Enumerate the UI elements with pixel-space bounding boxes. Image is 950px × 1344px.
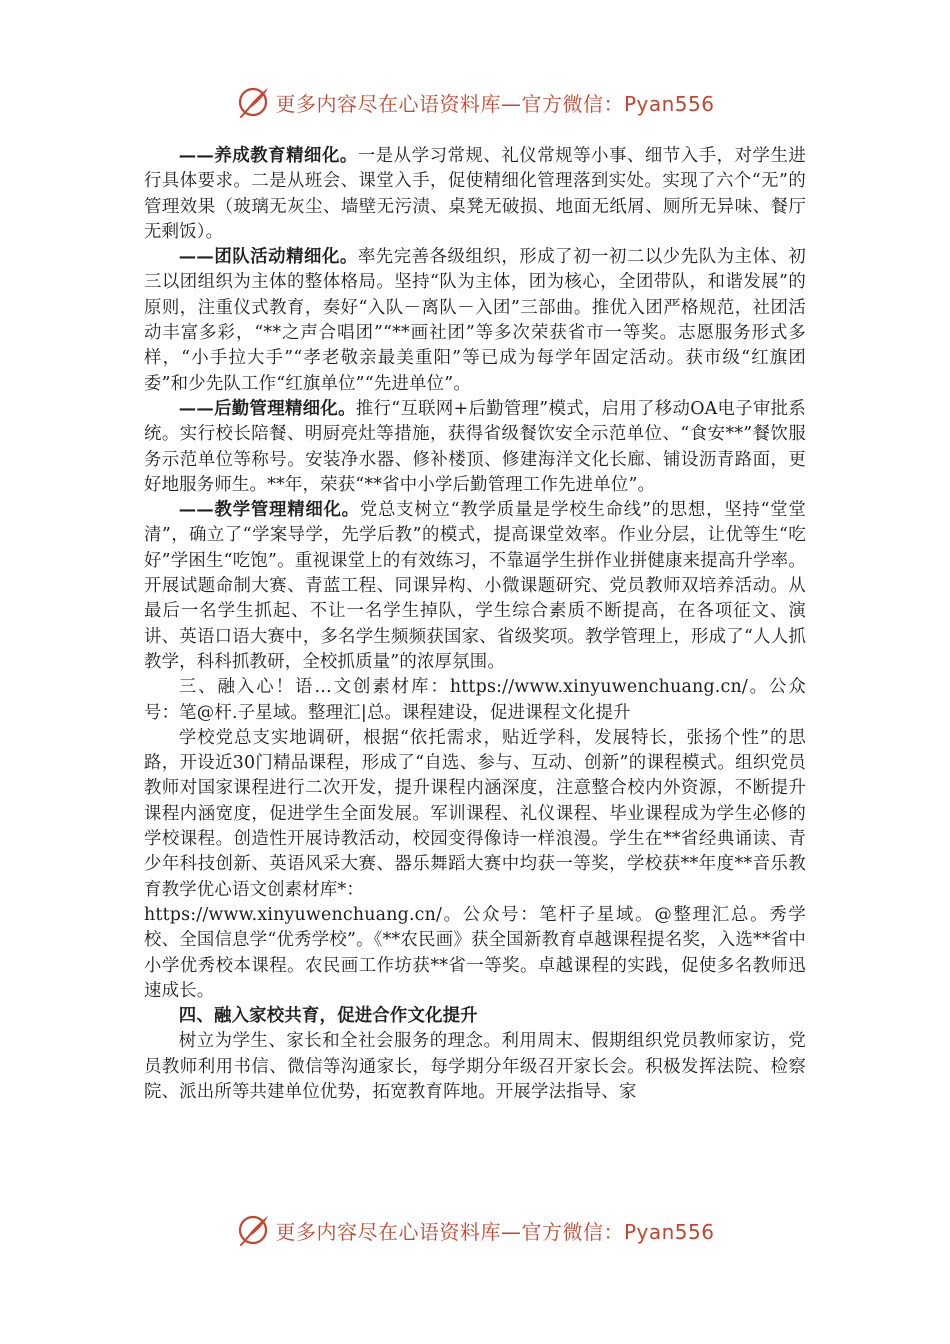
document-body [144,144,806,1105]
paragraph-curriculum [144,726,806,903]
header-banner [0,82,950,122]
feather-pen-logo-icon [235,1212,271,1248]
footer-banner [0,1210,950,1250]
paragraph-text: 一是从学习常规、礼仪常规等小事、细节入手，对学生进行具体要求。二是从班会、课堂入手，促使精细化管理落到实处。实现了六个“无”的管理效果（玻璃无灰尘、墙壁无污渍、桌凳无破损、地面无纸屑、厕所无异味、餐厅无剩饭）。 [144,146,806,242]
paragraph-home-school [144,1029,806,1105]
banner-text: 更多内容尽在心语资料库—官方微信：Pyan556 [275,91,715,116]
paragraph-teaching-management [144,498,806,675]
paragraph-section-four-heading [144,1004,806,1029]
section-heading: 四、融入家校共育，促进合作文化提升 [178,1006,478,1027]
paragraph-text: 党总支树立“教学质量是学校生命线”的思想，坚持“堂堂清”，确立了“学案导学，先学后教”的模式，提高课堂效率。作业分层，让优等生“吃好”学困生“吃饱”。重视课堂上的有效练习，不靠逼学生拼作业拼健康来提高升学率。开展试题命制大赛、青蓝工程、同课异构、小微课题研究、党员教师双培养活动。从最后一名学生抓起、不让一名学生掉队，学生综合素质不断提高，在各项征文、演讲、英语口语大赛中，多名学生频频获国家、省级奖项。教学管理上，形成了“人人抓教学，科科抓教研，全校抓质量”的浓厚氛围。 [144,500,806,672]
banner-text: 更多内容尽在心语资料库—官方微信：Pyan556 [275,1219,715,1244]
paragraph-text: 学校党总支实地调研，根据“依托需求，贴近学科，发展特长，张扬个性”的思路，开设近30门精品课程，形成了“自选、参与、互动、创新”的课程模式。组织党员教师对国家课程进行二次开发，提升课程内涵深度，注意整合校内外资源，不断提升课程内涵宽度，促进学生全面发展。军训课程、礼仪课程、毕业课程成为学生必修的学校课程。创造性开展诗教活动，校园变得像诗一样浪漫。学生在**省经典诵读、青少年科技创新、英语风采大赛、器乐舞蹈大赛中均获一等奖，学校获**年度**音乐教育教学优心语文创素材库*： [144,727,806,900]
section-heading: ——后勤管理精细化。 [178,398,356,419]
paragraph-habit-education [144,144,806,245]
paragraph-text: https://www.xinyuwenchuang.cn/。公众号：笔杆子星域。@整理汇总。秀学校、全国信息学“优秀学校”。《**农民画》获全国新教育卓越课程提名奖，入选**省中小学优秀校本课程。农民画工作坊获**省一等奖。卓越课程的实践，促使多名教师迅速成长。 [144,904,806,1001]
paragraph-section-three-heading [144,675,806,726]
section-heading: ——团队活动精细化。 [178,247,358,268]
paragraph-curriculum-continued [144,903,806,1004]
paragraph-logistics [144,397,806,498]
section-heading: ——教学管理精细化。 [178,500,360,521]
paragraph-text: 三、融入心！语…文创素材库：https://www.xinyuwenchuang.cn/。公众号：笔@杆.子星域。整理汇|总。课程建设，促进课程文化提升 [144,677,806,723]
paragraph-text: 率先完善各级组织，形成了初一初二以少先队为主体、初三以团组织为主体的整体格局。坚持“队为主体，团为核心，全团带队，和谐发展”的原则，注重仪式教育，奏好“入队－离队－入团”三部曲。推优入团严格规范，社团活动丰富多彩，“**之声合唱团”“**画社团”等多次荣获省市一等奖。志愿服务形式多样，“小手拉大手”“孝老敬亲最美重阳”等已成为每学年固定活动。获市级“红旗团委”和少先队工作“红旗单位”“先进单位”。 [144,247,806,394]
feather-pen-logo-icon [235,84,271,120]
paragraph-text: 推行“互联网+后勤管理”模式，启用了移动OA电子审批系统。实行校长陪餐、明厨亮灶等措施，获得省级餐饮安全示范单位、“食安**”餐饮服务示范单位等称号。安装净水器、修补楼顶、修建海洋文化长廊、铺设沥青路面，更好地服务师生。**年，荣获“**省中小学后勤管理工作先进单位”。 [144,398,806,495]
paragraph-team-activities [144,245,806,397]
paragraph-text: 树立为学生、家长和全社会服务的理念。利用周末、假期组织党员教师家访，党员教师利用书信、微信等沟通家长，每学期分年级召开家长会。积极发挥法院、检察院、派出所等共建单位优势，拓宽教育阵地。开展学法指导、家 [144,1031,806,1102]
section-heading: ——养成教育精细化。 [178,146,358,166]
